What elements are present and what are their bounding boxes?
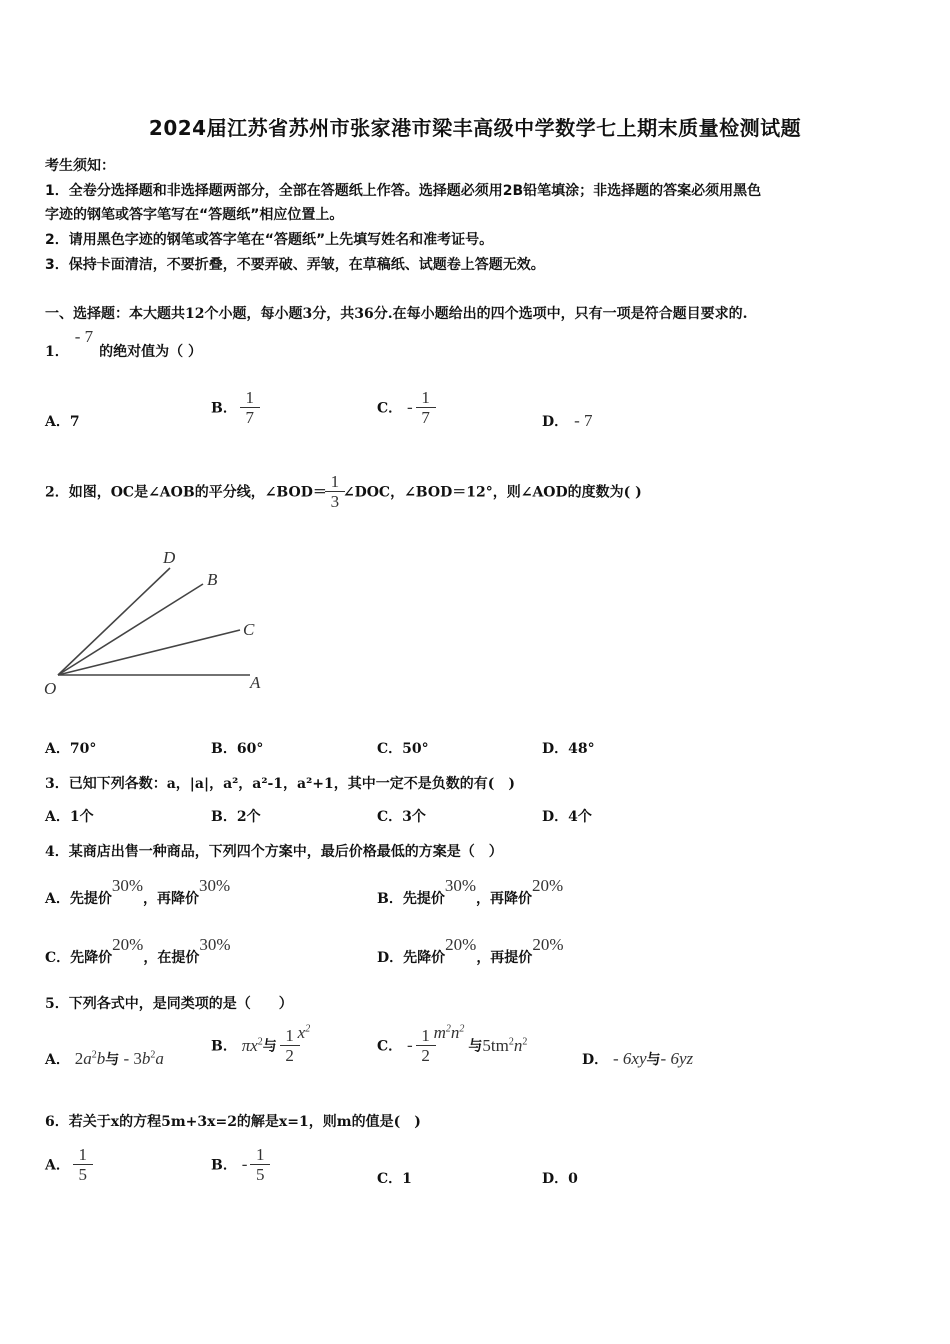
q4-option-d-mid: ，再提价 (476, 950, 533, 966)
q4-option-a-label: A．先提价 (45, 891, 112, 907)
q5-option-c-label: C． (377, 1038, 403, 1055)
section-heading: 一、选择题：本大题共12个小题，每小题3分，共36分.在每小题给出的四个选项中，只有一项是符合题目要求的. (45, 306, 748, 322)
q6-option-d[interactable]: D．0 (542, 1171, 578, 1187)
ray-ob (58, 584, 203, 675)
q1-expr: - 7 (74, 327, 94, 346)
q4-option-d-label: D．先降价 (377, 950, 446, 966)
frac-numerator: 1 (421, 1026, 430, 1045)
q2-text-1: 2．如图，OC是∠AOB的平分线，∠BOD＝ (45, 484, 327, 501)
frac-numerator: 1 (256, 1145, 265, 1164)
frac-denominator: 3 (330, 492, 340, 511)
q5-option-c-sign: - (407, 1035, 413, 1055)
q2-fraction (327, 472, 343, 511)
q6-option-a[interactable] (45, 1145, 91, 1184)
frac-denominator: 2 (421, 1046, 430, 1065)
q4-option-c-percent-1: 20% (112, 935, 144, 954)
label-o: O (44, 679, 57, 698)
question-6: 6．若关于x的方程5m+3x=2的解是x=1，则m的值是( ) (45, 1114, 421, 1130)
q4-option-c[interactable] (45, 935, 231, 967)
q5-option-d-expr-2: - 6yz (660, 1049, 694, 1068)
q5-option-a[interactable] (45, 1049, 164, 1069)
q4-option-c-label: C．先降价 (45, 950, 113, 966)
ray-od (58, 568, 170, 675)
page-title: 2024届江苏省苏州市张家港市梁丰高级中学数学七上期末质量检测试题 (148, 116, 802, 140)
q5-option-d-expr-1: - 6xy (613, 1049, 647, 1068)
q1-option-a-label: A． (45, 414, 70, 430)
angle-figure (40, 545, 280, 700)
notice-heading: 考生须知： (45, 158, 115, 174)
q1-option-d-value: - 7 (574, 411, 593, 430)
q4-option-b-label: B．先提价 (377, 891, 445, 907)
q2-option-d[interactable]: D．48° (542, 741, 595, 757)
q6-option-a-label: A． (45, 1157, 70, 1174)
q5-option-c-conj: 与 (468, 1038, 483, 1055)
q6-option-b-fraction (252, 1145, 268, 1184)
q1-option-b-fraction (242, 388, 258, 427)
question-2 (45, 472, 642, 511)
q6-option-c[interactable]: C．1 (377, 1171, 412, 1187)
q4-option-a-mid: ，再降价 (143, 891, 200, 907)
q4-option-a[interactable] (45, 876, 231, 908)
q1-option-c-sign: - (407, 397, 413, 417)
q5-option-c-fraction (418, 1026, 434, 1065)
q3-option-c[interactable]: C．3个 (377, 809, 426, 825)
q3-option-b[interactable]: B．2个 (211, 809, 261, 825)
q6-option-b[interactable] (211, 1145, 268, 1184)
q1-option-c-label: C． (377, 400, 403, 417)
frac-numerator: 1 (285, 1026, 294, 1045)
q5-option-b-fraction (282, 1026, 298, 1065)
q2-option-b[interactable]: B．60° (211, 741, 264, 757)
q1-text: 的绝对值为（ ） (99, 344, 203, 360)
q4-option-c-mid: ，在提价 (143, 950, 200, 966)
q4-option-b-percent-1: 30% (444, 876, 477, 895)
q1-option-d[interactable] (542, 411, 593, 431)
q3-option-d[interactable]: D．4个 (542, 809, 592, 825)
q4-option-a-percent-1: 30% (111, 876, 144, 895)
q3-option-a[interactable]: A．1个 (45, 809, 94, 825)
question-5: 5．下列各式中，是同类项的是（ ） (45, 996, 293, 1012)
frac-numerator: 1 (421, 388, 430, 407)
q6-option-a-fraction (75, 1145, 91, 1184)
q5-option-b-label: B． (211, 1038, 237, 1055)
notice-line-2: 2．请用黑色字迹的钢笔或答字笔在“答题纸”上先填写姓名和准考证号。 (45, 232, 494, 248)
frac-numerator: 1 (330, 472, 340, 491)
q1-option-b[interactable] (211, 388, 258, 427)
q1-option-c-fraction (418, 388, 434, 427)
q1-option-a-value: 7 (69, 414, 80, 430)
q4-option-d[interactable] (377, 935, 564, 967)
q4-option-c-percent-2: 30% (199, 935, 231, 954)
label-d: D (163, 548, 176, 567)
q5-option-b-x2: $x^2$ (297, 1022, 311, 1042)
q2-text-2: ∠DOC，∠BOD＝12°，则∠AOD的度数为( ) (342, 484, 642, 501)
q2-option-a[interactable]: A．70° (45, 741, 97, 757)
label-c: C (243, 620, 255, 639)
q5-option-c-mn: $m^2n^2$ (433, 1022, 465, 1042)
q4-option-d-percent-2: 20% (532, 935, 564, 954)
notice-line-1b: 字迹的钢笔或答字笔写在“答题纸”相应位置上。 (45, 207, 344, 223)
frac-denominator: 7 (421, 408, 430, 427)
q4-option-b-percent-2: 20% (532, 876, 564, 895)
frac-numerator: 1 (245, 388, 254, 407)
q4-option-d-percent-1: 20% (445, 935, 477, 954)
q1-option-b-label: B． (211, 400, 237, 417)
notice-line-3: 3．保持卡面清洁，不要折叠，不要弄破、弄皱，在草稿纸、试题卷上答题无效。 (45, 257, 545, 273)
q5-option-b-conj: 与 (262, 1038, 277, 1055)
ray-oc (58, 630, 240, 675)
label-a: A (250, 673, 261, 692)
q5-option-b-expr-1: $\pi x^2$ (241, 1035, 263, 1055)
q1-number: 1． (45, 344, 69, 360)
notice-line-1a: 1．全卷分选择题和非选择题两部分，全部在答题纸上作答。选择题必须用2B铅笔填涂；非选择题的答案必须用黑色 (45, 183, 762, 199)
label-b: B (207, 570, 218, 589)
q5-option-a-expr-1: $2a^2b$ (74, 1049, 106, 1068)
question-3: 3．已知下列各数：a，|a|，a²，a²-1，a²+1，其中一定不是负数的有( ) (45, 776, 515, 792)
question-1 (45, 327, 203, 361)
q6-option-b-sign: - (241, 1154, 248, 1174)
q5-option-a-label: A． (45, 1052, 70, 1068)
q5-option-d-label: D． (582, 1052, 609, 1068)
q5-option-b[interactable] (211, 1022, 311, 1065)
frac-denominator: 5 (256, 1165, 265, 1184)
q5-option-a-expr-2: - $3b^2a$ (119, 1049, 164, 1068)
frac-numerator: 1 (78, 1145, 87, 1164)
frac-denominator: 5 (78, 1165, 87, 1184)
q5-option-c-expr-2: $5tm^2n^2$ (482, 1035, 528, 1055)
q5-option-a-conj: 与 (105, 1052, 120, 1068)
frac-denominator: 2 (285, 1046, 294, 1065)
q6-option-b-label: B． (211, 1157, 237, 1174)
q4-option-b[interactable] (377, 876, 564, 908)
q1-option-d-label: D． (542, 414, 569, 430)
frac-denominator: 7 (245, 408, 254, 427)
q5-option-d[interactable] (582, 1049, 693, 1069)
q1-option-c[interactable] (377, 388, 434, 427)
q2-option-c[interactable]: C．50° (377, 741, 429, 757)
q4-option-b-mid: ，再降价 (476, 891, 533, 907)
question-4: 4．某商店出售一种商品，下列四个方案中，最后价格最低的方案是（ ） (45, 844, 503, 860)
q5-option-c[interactable] (377, 1022, 528, 1065)
q4-option-a-percent-2: 30% (199, 876, 231, 895)
q5-option-d-conj: 与 (646, 1052, 661, 1068)
q1-option-a[interactable] (45, 411, 80, 431)
